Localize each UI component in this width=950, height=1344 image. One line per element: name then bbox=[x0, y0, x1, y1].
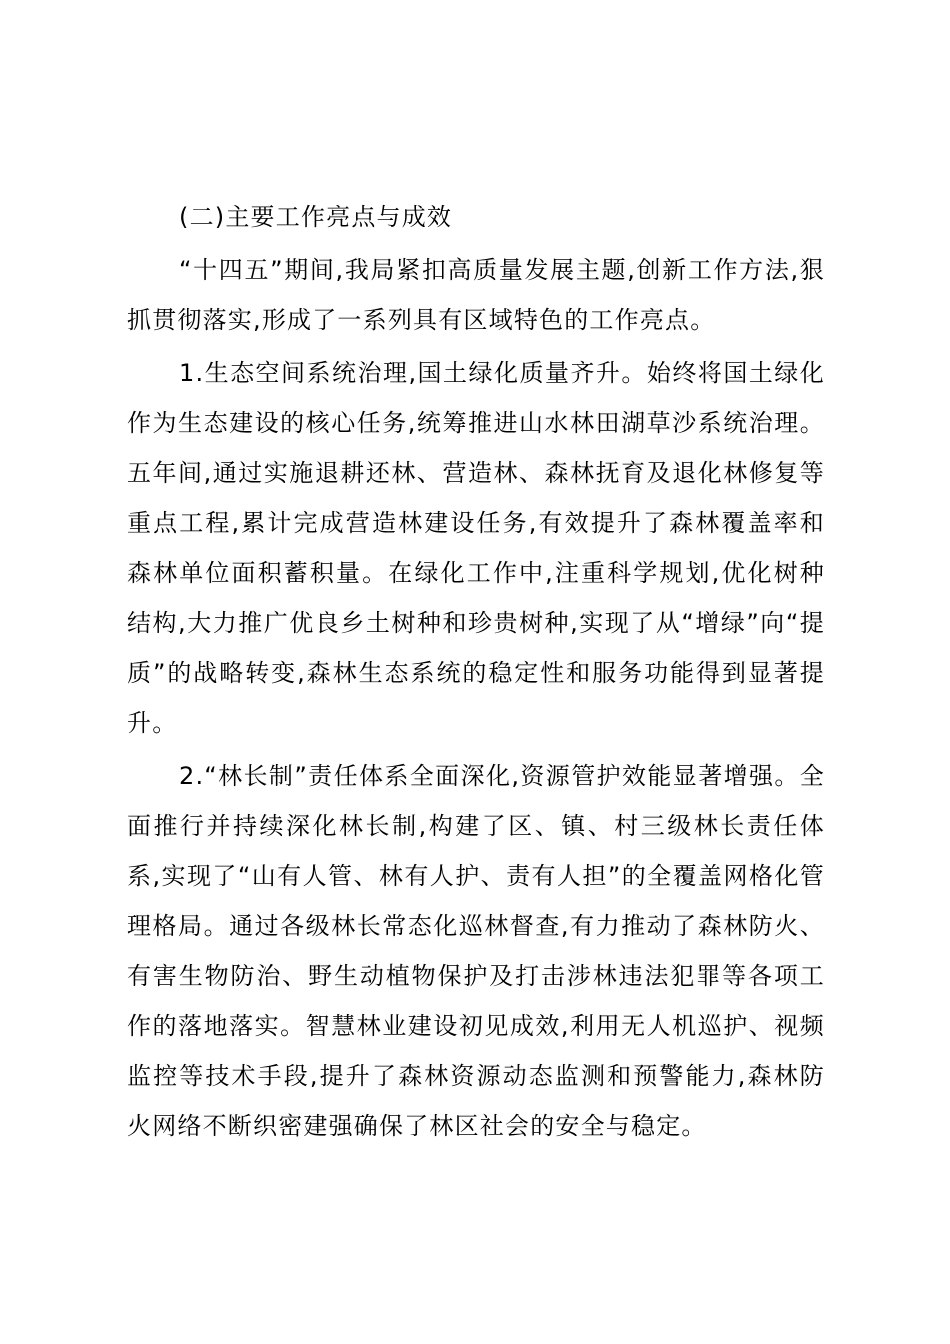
paragraph-ecology: 1.生态空间系统治理,国土绿化质量齐升。始终将国土绿化作为生态建设的核心任务,统筹推进山水林田湖草沙系统治理。五年间,通过实施退耕还林、营造林、森林抚育及退化林修复等重点工程,累计完成营造林建设任务,有效提升了森林覆盖率和森林单位面积蓄积量。在绿化工作中,注重科学规划,优化树种结构,大力推广优良乡土树种和珍贵树种,实现了从“增绿”向“提质”的战略转变,森林生态系统的稳定性和服务功能得到显著提升。 bbox=[127, 359, 825, 737]
document-body bbox=[127, 192, 825, 1151]
paragraph-intro: “十四五”期间,我局紧扣高质量发展主题,创新工作方法,狠抓贯彻落实,形成了一系列具有区域特色的工作亮点。 bbox=[127, 256, 825, 334]
section-heading: (二)主要工作亮点与成效 bbox=[179, 203, 453, 231]
paragraph-forest-chief: 2.“林长制”责任体系全面深化,资源管护效能显著增强。全面推行并持续深化林长制,构建了区、镇、村三级林长责任体系,实现了“山有人管、林有人护、责有人担”的全覆盖网格化管理格局。通过各级林长常态化巡林督查,有力推动了森林防火、有害生物防治、野生动植物保护及打击涉林违法犯罪等各项工作的落地落实。智慧林业建设初见成效,利用无人机巡护、视频监控等技术手段,提升了森林资源动态监测和预警能力,森林防火网络不断织密建强确保了林区社会的安全与稳定。 bbox=[127, 762, 825, 1140]
